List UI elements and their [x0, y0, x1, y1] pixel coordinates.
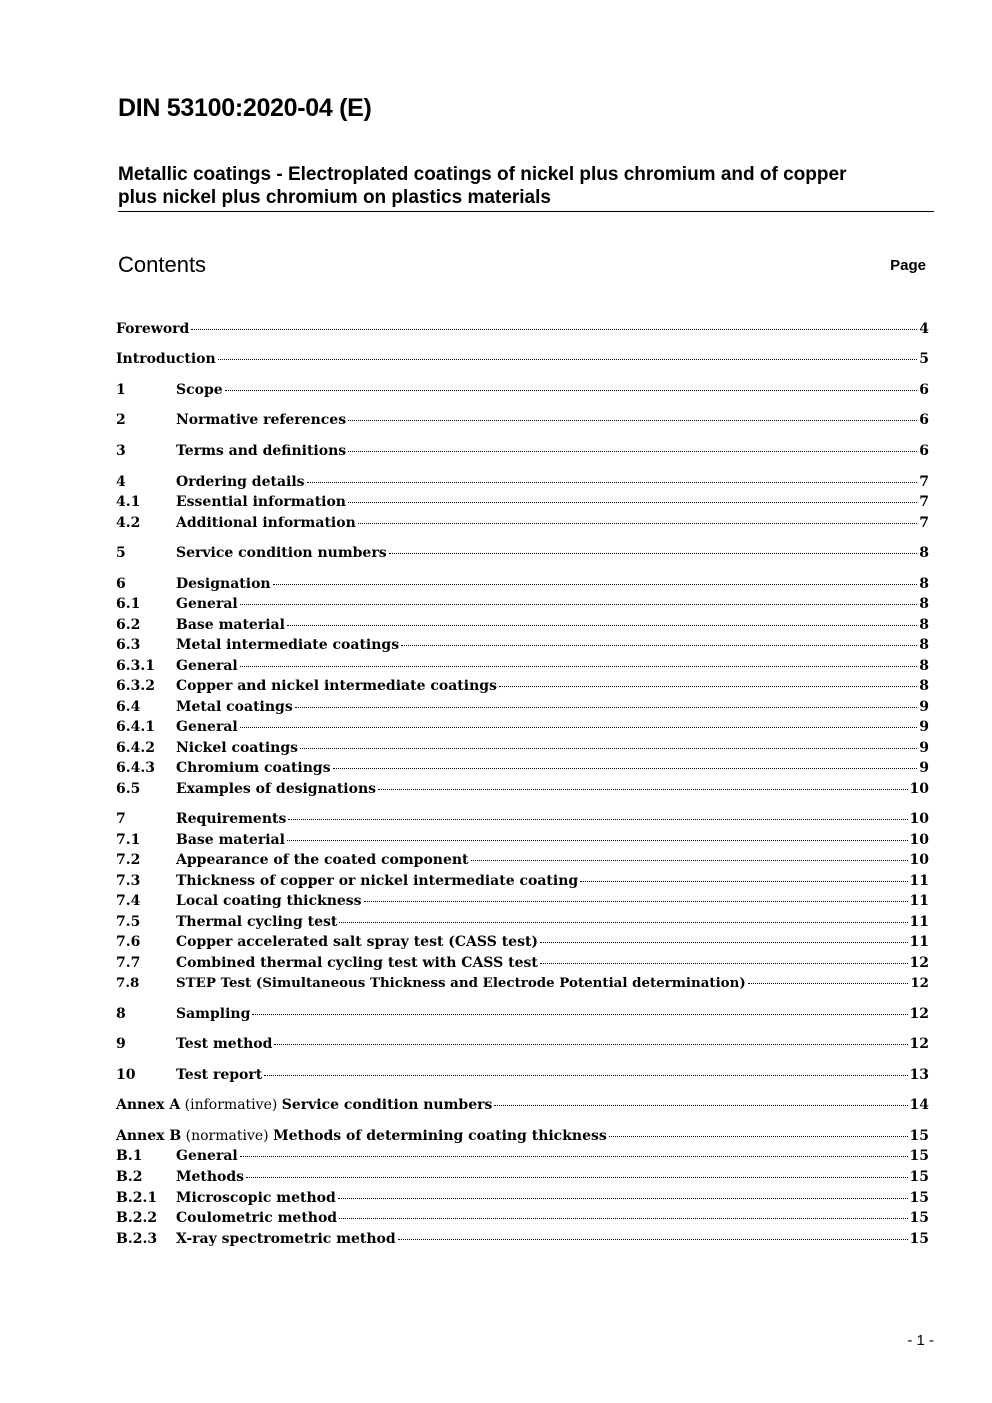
- toc-entry-title: [116, 1095, 492, 1115]
- toc-entry-number: 7.6: [116, 934, 141, 950]
- document-title: [118, 163, 934, 212]
- toc-entry-title: Combined thermal cycling test with CASS test: [176, 955, 538, 971]
- toc-entry-page: 12: [909, 1036, 929, 1052]
- toc-entry-annex-a[interactable]: [116, 1095, 929, 1115]
- toc-leader: [494, 1093, 907, 1106]
- toc-entry-page: 9: [919, 740, 929, 756]
- toc-entry[interactable]: [116, 656, 929, 676]
- toc-leader: [398, 1227, 908, 1240]
- annex-label: Annex B: [116, 1128, 182, 1144]
- toc-entry-title: Essential information: [176, 494, 346, 510]
- toc-entry-title: Normative references: [176, 412, 347, 428]
- toc-entry-number: 6.5: [116, 781, 141, 797]
- toc-entry-number: 6.2: [116, 617, 141, 633]
- toc-entry-number: 6.3.2: [116, 678, 155, 694]
- toc-entry-page: 5: [919, 351, 929, 367]
- toc-entry-page: 8: [919, 596, 929, 612]
- toc-entry-page: 12: [909, 1006, 929, 1022]
- toc-entry-title: General: [176, 1148, 238, 1164]
- toc-entry-number: 6.3: [116, 637, 141, 653]
- toc-entry[interactable]: [116, 319, 929, 339]
- toc-entry-number: 7.5: [116, 914, 141, 930]
- toc-entry-title: Nickel coatings: [176, 740, 299, 756]
- toc-entry-number: 4: [116, 474, 126, 490]
- toc-leader: [348, 408, 917, 421]
- toc-entry-title: Sampling: [176, 1006, 251, 1022]
- toc-entry-page: 15: [909, 1148, 929, 1164]
- toc-entry-number: 6.4.1: [116, 719, 155, 735]
- toc-leader: [246, 1165, 907, 1178]
- document-title-line-1: Metallic coatings - Electroplated coatings of nickel plus chromium and of copper: [118, 164, 847, 185]
- toc-entry-number: B.2.3: [116, 1231, 158, 1247]
- toc-entry-title: Additional information: [176, 515, 356, 531]
- toc-entry-title: [116, 1126, 607, 1146]
- toc-leader: [287, 613, 917, 626]
- toc-entry-page: 6: [919, 412, 929, 428]
- toc-entry[interactable]: [116, 738, 929, 758]
- toc-leader: [499, 674, 917, 687]
- toc-entry-page: 15: [909, 1169, 929, 1185]
- toc-entry-title: Methods: [176, 1169, 245, 1185]
- toc-entry-title: Foreword: [116, 321, 190, 337]
- toc-entry-number: B.1: [116, 1148, 143, 1164]
- toc-entry-page: 4: [919, 321, 929, 337]
- toc-entry[interactable]: [116, 543, 929, 563]
- toc-entry[interactable]: [116, 871, 929, 891]
- toc-entry-page: 15: [909, 1128, 929, 1144]
- toc-entry-number: 3: [116, 443, 126, 459]
- toc-entry-title: Requirements: [176, 811, 287, 827]
- toc-entry-page: 7: [919, 474, 929, 490]
- toc-entry[interactable]: [116, 676, 929, 696]
- toc-entry[interactable]: [116, 615, 929, 635]
- toc-entry-page: 10: [909, 811, 929, 827]
- toc-entry-page: 11: [909, 934, 929, 950]
- toc-entry-title: Test report: [176, 1067, 263, 1083]
- toc-leader: [540, 930, 907, 943]
- toc-entry-page: 11: [909, 914, 929, 930]
- toc-entry-page: 8: [919, 678, 929, 694]
- toc-entry-page: 7: [919, 515, 929, 531]
- toc-entry-annex-b[interactable]: [116, 1126, 929, 1146]
- toc-entry-page: 6: [919, 443, 929, 459]
- toc-entry[interactable]: [116, 380, 929, 400]
- toc-entry-number: 7: [116, 811, 126, 827]
- toc-entry[interactable]: [116, 472, 929, 492]
- toc-entry-number: B.2.1: [116, 1190, 158, 1206]
- page-column-label: Page: [890, 257, 926, 274]
- toc-entry-number: 7.3: [116, 873, 141, 889]
- toc-entry-page: 8: [919, 637, 929, 653]
- toc-leader: [339, 1206, 907, 1219]
- toc-entry-page: 12: [910, 975, 929, 991]
- toc-entry-number: B.2.2: [116, 1210, 158, 1226]
- toc-entry-page: 10: [909, 832, 929, 848]
- toc-entry[interactable]: [116, 635, 929, 655]
- toc-leader: [580, 869, 907, 882]
- toc-entry-number: 7.7: [116, 955, 141, 971]
- toc-leader: [348, 490, 917, 503]
- toc-leader: [191, 317, 917, 330]
- toc-leader: [240, 654, 918, 667]
- toc-entry[interactable]: [116, 513, 929, 533]
- toc-entry[interactable]: [116, 1034, 929, 1054]
- toc-entry-title: Copper and nickel intermediate coatings: [176, 678, 497, 694]
- toc-leader: [540, 951, 908, 964]
- toc-entry-title: Thermal cycling test: [176, 914, 338, 930]
- toc-entry-page: 8: [919, 545, 929, 561]
- page-number: - 1 -: [907, 1332, 934, 1349]
- toc-entry[interactable]: [116, 1229, 929, 1249]
- toc-entry-title: Base material: [176, 617, 285, 633]
- toc-leader: [389, 541, 918, 554]
- toc-entry-page: 6: [919, 382, 929, 398]
- toc-entry[interactable]: [116, 830, 929, 850]
- toc-entry-title: General: [176, 658, 238, 674]
- toc-entry-title: Local coating thickness: [176, 893, 362, 909]
- toc-entry-title: Introduction: [116, 351, 216, 367]
- toc-entry[interactable]: [116, 697, 929, 717]
- toc-entry-page: 14: [909, 1097, 929, 1113]
- toc-entry[interactable]: [116, 758, 929, 778]
- toc-entry-title: Metal coatings: [176, 699, 293, 715]
- toc-entry-page: 9: [919, 719, 929, 735]
- toc-entry[interactable]: [116, 717, 929, 737]
- annex-type: (normative): [181, 1128, 274, 1144]
- toc-entry[interactable]: [116, 1208, 929, 1228]
- toc-entry[interactable]: [116, 349, 929, 369]
- toc-leader: [240, 715, 918, 728]
- toc-leader: [273, 572, 918, 585]
- toc-entry[interactable]: [116, 410, 929, 430]
- toc-entry-number: B.2: [116, 1169, 143, 1185]
- toc-entry-number: 5: [116, 545, 126, 561]
- toc-entry-title: STEP Test (Simultaneous Thickness and Electrode Potential determination): [176, 975, 746, 991]
- toc-entry-page: 11: [909, 893, 929, 909]
- toc-entry-page: 8: [919, 658, 929, 674]
- toc-entry[interactable]: [116, 779, 929, 799]
- toc-entry-page: 10: [909, 781, 929, 797]
- toc-entry-number: 1: [116, 382, 126, 398]
- toc-entry[interactable]: [116, 441, 929, 461]
- toc-leader: [401, 633, 917, 646]
- toc-entry-number: 6.4: [116, 699, 141, 715]
- toc-leader: [287, 828, 908, 841]
- toc-entry-title: Designation: [176, 576, 271, 592]
- toc-leader: [300, 736, 917, 749]
- toc-leader: [348, 439, 917, 452]
- toc-leader: [333, 756, 918, 769]
- toc-entry-number: 7.2: [116, 852, 141, 868]
- toc-entry-page: 8: [919, 576, 929, 592]
- toc-entry-page: 15: [909, 1190, 929, 1206]
- toc-entry[interactable]: [116, 891, 929, 911]
- toc-entry-number: 7.1: [116, 832, 141, 848]
- toc-entry-title: Thickness of copper or nickel intermediate coating: [176, 873, 579, 889]
- toc-entry-page: 15: [909, 1210, 929, 1226]
- toc-entry-number: 2: [116, 412, 126, 428]
- toc-entry-number: 6.4.2: [116, 740, 155, 756]
- toc-entry-number: 6.3.1: [116, 658, 155, 674]
- toc-entry-page: 8: [919, 617, 929, 633]
- annex-type: (informative): [180, 1097, 282, 1113]
- annex-label: Annex A: [116, 1097, 181, 1113]
- annex-title: Service condition numbers: [281, 1097, 493, 1113]
- toc-entry-number: 6: [116, 576, 126, 592]
- annex-title: Methods of determining coating thickness: [273, 1128, 607, 1144]
- toc-entry[interactable]: [116, 953, 929, 973]
- toc-entry-page: 9: [919, 699, 929, 715]
- toc-entry-title: Examples of designations: [176, 781, 377, 797]
- toc-leader: [274, 1032, 907, 1045]
- toc-leader: [338, 1186, 908, 1199]
- toc-entry-number: 7.4: [116, 893, 141, 909]
- toc-leader: [252, 1002, 907, 1015]
- toc-entry-page: 15: [909, 1231, 929, 1247]
- document-id: DIN 53100:2020-04 (E): [118, 94, 372, 122]
- toc-entry-title: Coulometric method: [176, 1210, 338, 1226]
- toc-entry-number: 9: [116, 1036, 126, 1052]
- toc-entry-title: General: [176, 719, 238, 735]
- toc-entry[interactable]: [116, 1188, 929, 1208]
- toc-entry[interactable]: [116, 594, 929, 614]
- toc-entry-title: Microscopic method: [176, 1190, 336, 1206]
- toc-leader: [378, 777, 907, 790]
- toc-entry-title: Terms and definitions: [176, 443, 347, 459]
- toc-entry-page: 12: [909, 955, 929, 971]
- toc-entry[interactable]: [116, 574, 929, 594]
- toc-leader: [218, 347, 918, 360]
- toc-entry-page: 13: [909, 1067, 929, 1083]
- toc-entry-title: Scope: [176, 382, 223, 398]
- document-title-line-2: plus nickel plus chromium on plastics materials: [118, 187, 551, 208]
- toc-entry-title: Chromium coatings: [176, 760, 331, 776]
- toc-entry-number: 8: [116, 1006, 126, 1022]
- toc-entry[interactable]: [116, 850, 929, 870]
- toc-leader: [339, 910, 907, 923]
- toc-entry[interactable]: [116, 973, 929, 993]
- toc-entry[interactable]: [116, 492, 929, 512]
- toc-entry-number: 6.1: [116, 596, 141, 612]
- toc-leader: [358, 511, 918, 524]
- toc-leader: [295, 695, 918, 708]
- toc-entry-title: Base material: [176, 832, 285, 848]
- toc-entry-page: 11: [909, 873, 929, 889]
- toc-entry-page: 9: [919, 760, 929, 776]
- toc-entry-title: General: [176, 596, 238, 612]
- toc-leader: [240, 1144, 908, 1157]
- toc-entry[interactable]: [116, 1146, 929, 1166]
- toc-entry[interactable]: [116, 932, 929, 952]
- toc-leader: [288, 807, 907, 820]
- toc-entry-page: 10: [909, 852, 929, 868]
- toc-entry-number: 4.2: [116, 515, 141, 531]
- toc-entry-title: Copper accelerated salt spray test (CASS test): [176, 934, 539, 950]
- toc-entry-number: 7.8: [116, 975, 140, 991]
- toc-entry-title: Service condition numbers: [176, 545, 387, 561]
- toc-entry[interactable]: [116, 1065, 929, 1085]
- toc-leader: [609, 1124, 908, 1137]
- toc-entry[interactable]: [116, 1167, 929, 1187]
- toc-leader: [748, 971, 909, 984]
- toc-entry[interactable]: [116, 1004, 929, 1024]
- toc-leader: [225, 378, 918, 391]
- contents-heading: Contents: [118, 252, 207, 277]
- toc-entry-title: Test method: [176, 1036, 273, 1052]
- toc-entry-title: Ordering details: [176, 474, 305, 490]
- toc-leader: [240, 592, 918, 605]
- toc-entry-title: Appearance of the coated component: [176, 852, 469, 868]
- toc-leader: [364, 889, 908, 902]
- toc-leader: [471, 848, 908, 861]
- toc-entry-page: 7: [919, 494, 929, 510]
- toc-entry-title: Metal intermediate coatings: [176, 637, 400, 653]
- toc-entry[interactable]: [116, 912, 929, 932]
- toc-entry[interactable]: [116, 809, 929, 829]
- toc-entry-title: X-ray spectrometric method: [176, 1231, 396, 1247]
- toc-entry-number: 6.4.3: [116, 760, 155, 776]
- toc-leader: [307, 470, 918, 483]
- toc-entry-number: 4.1: [116, 494, 141, 510]
- toc-entry-number: 10: [116, 1067, 136, 1083]
- toc-leader: [264, 1063, 907, 1076]
